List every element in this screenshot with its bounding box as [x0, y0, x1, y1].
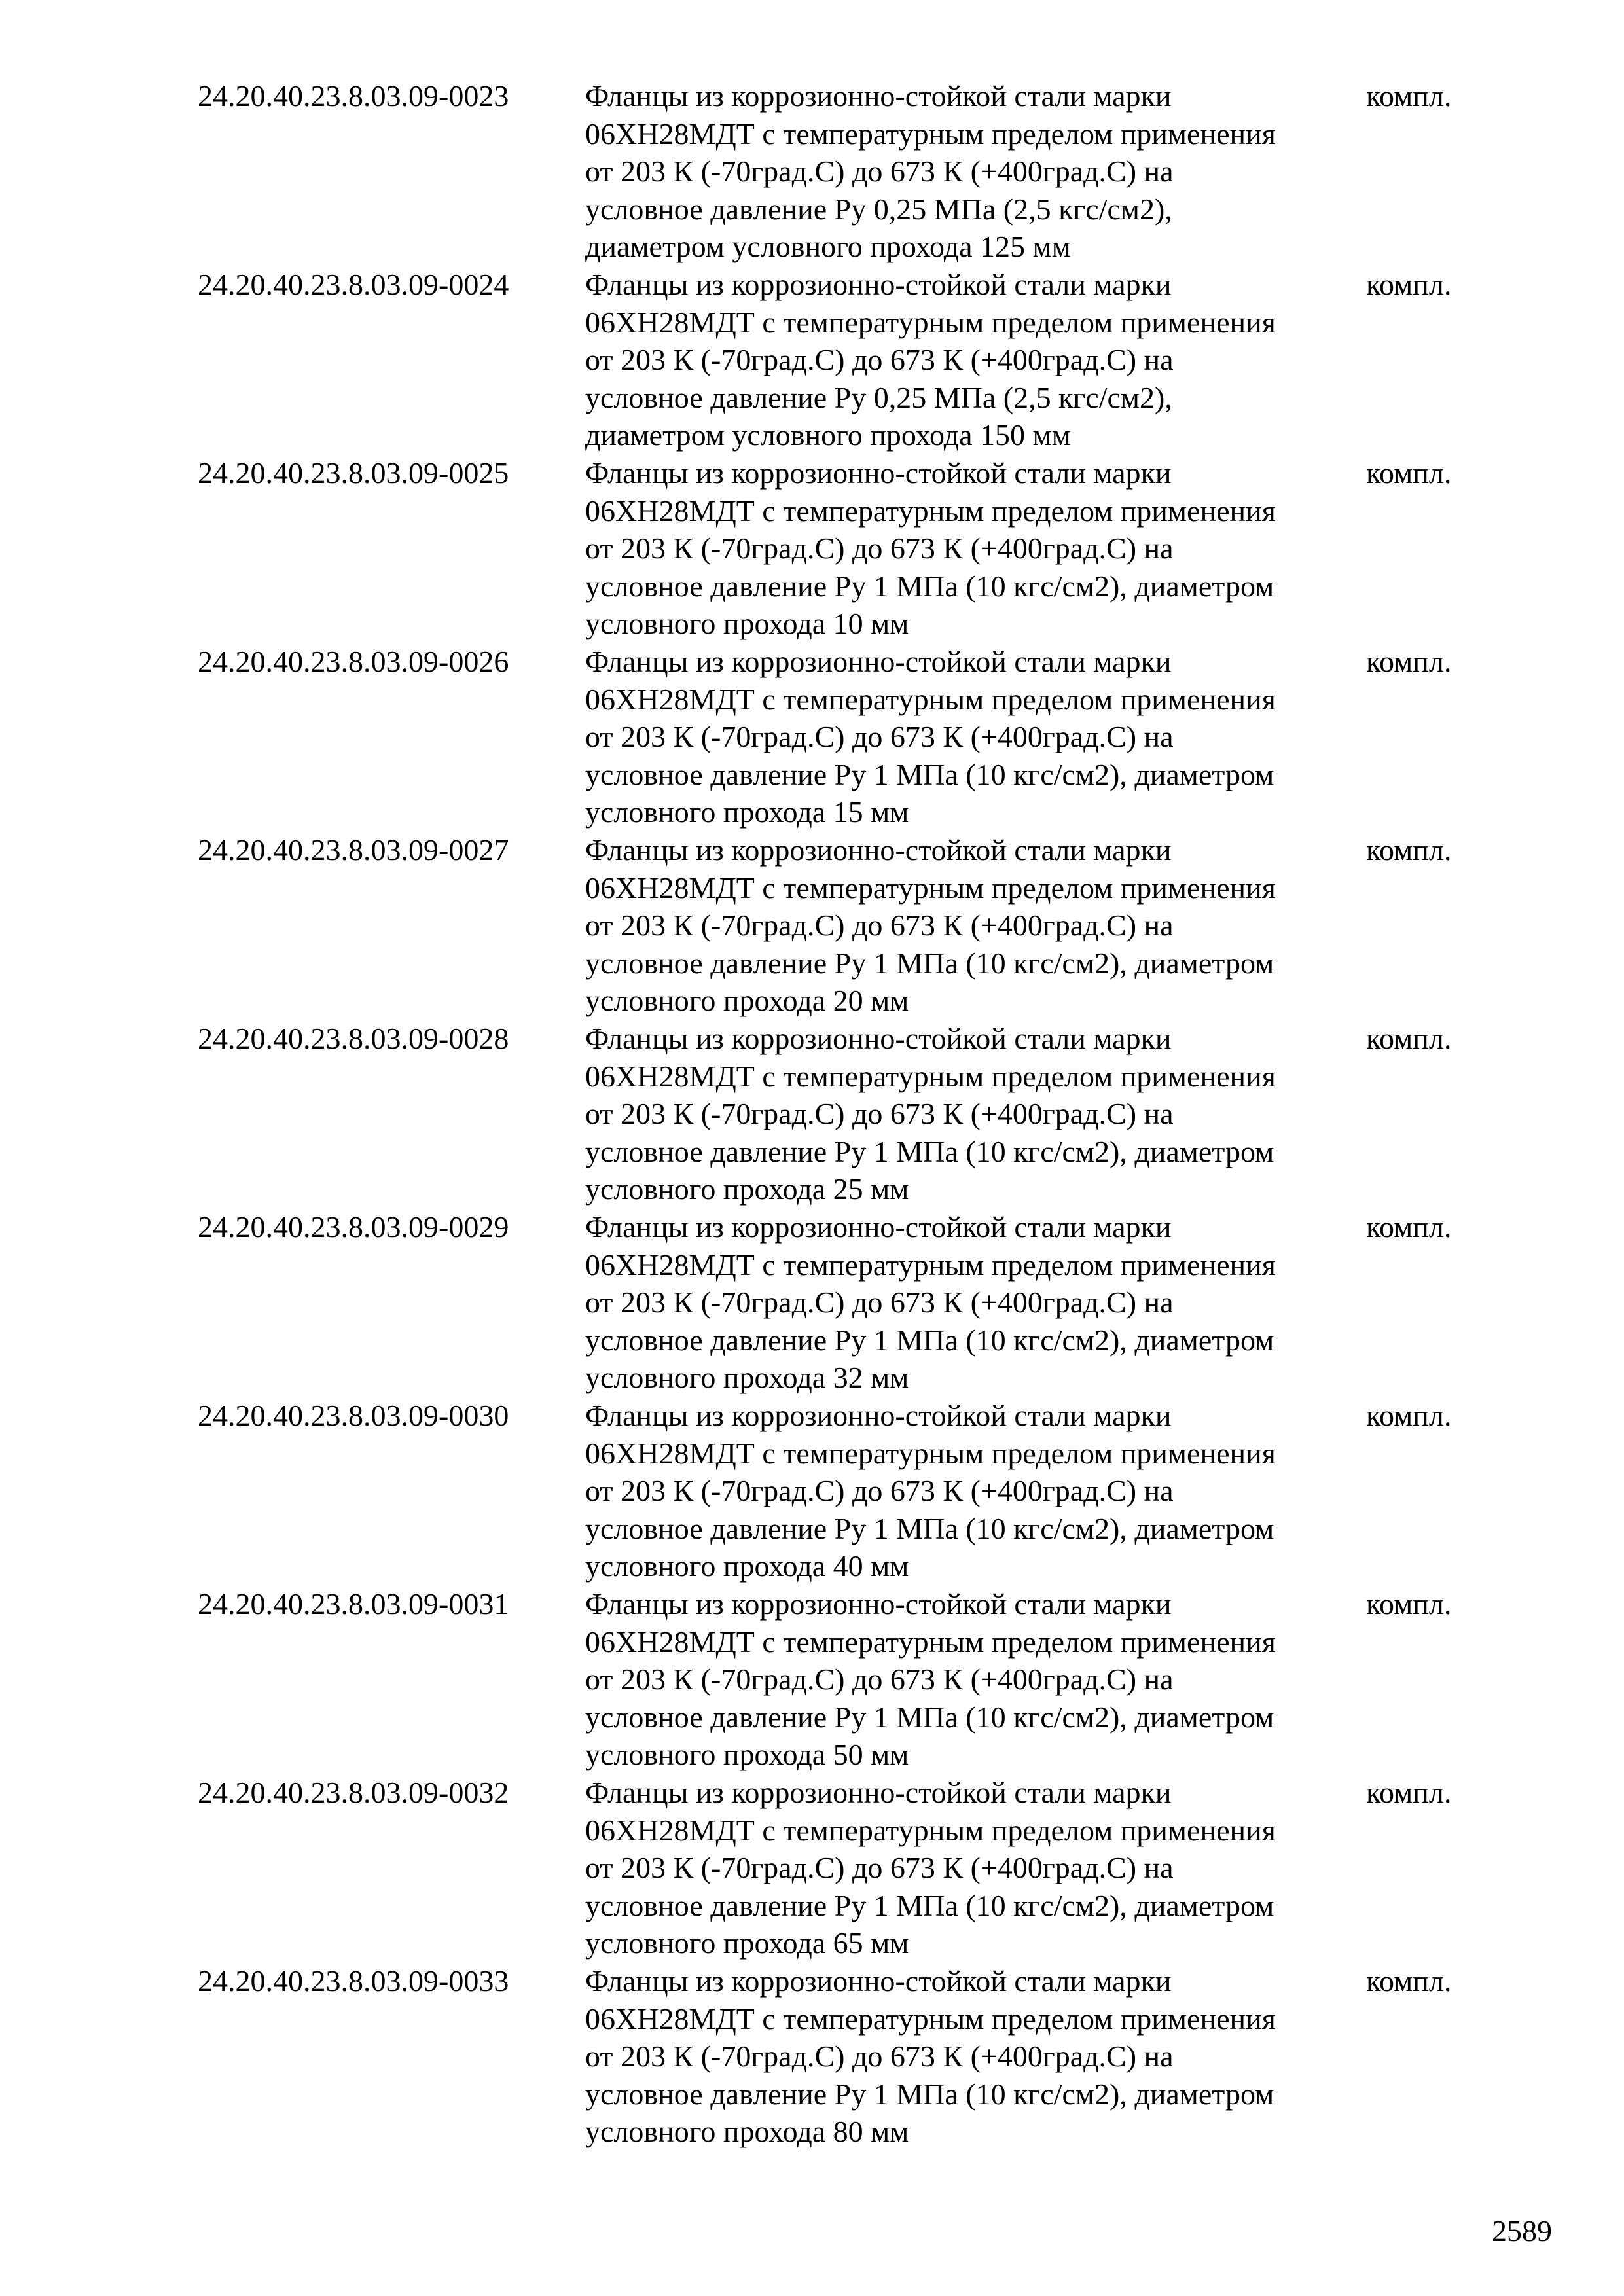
item-code: 24.20.40.23.8.03.09-0025 — [198, 456, 509, 490]
item-unit: компл. — [1366, 456, 1452, 490]
item-unit: компл. — [1366, 79, 1452, 113]
item-description: Фланцы из коррозионно-стойкой стали марки 06ХН28МДТ с температурным пределом применения от 203 К (-70град.С) до 673 К (+400град.С) на условное давление Ру 1 МПа (10 кгс/см2), диаметром условного прохода 40 мм — [585, 1399, 1276, 1583]
item-description: Фланцы из коррозионно-стойкой стали марки 06ХН28МДТ с температурным пределом применения от 203 К (-70град.С) до 673 К (+400град.С) на условное давление Ру 1 МПа (10 кгс/см2), диаметром условного прохода 10 мм — [585, 456, 1276, 641]
item-code: 24.20.40.23.8.03.09-0027 — [198, 833, 509, 867]
table-row — [198, 77, 1507, 266]
item-unit: компл. — [1366, 1399, 1452, 1432]
item-code: 24.20.40.23.8.03.09-0033 — [198, 1964, 509, 1998]
price-list-table — [198, 77, 1507, 2151]
item-unit: компл. — [1366, 645, 1452, 678]
item-description: Фланцы из коррозионно-стойкой стали марки 06ХН28МДТ с температурным пределом применения от 203 К (-70град.С) до 673 К (+400град.С) на условное давление Ру 1 МПа (10 кгс/см2), диаметром условного прохода 32 мм — [585, 1210, 1276, 1395]
page-number: 2589 — [1492, 2214, 1552, 2248]
item-unit: компл. — [1366, 1022, 1452, 1055]
item-unit: компл. — [1366, 833, 1452, 867]
item-unit: компл. — [1366, 268, 1452, 301]
table-row — [198, 1208, 1507, 1397]
item-unit: компл. — [1366, 1210, 1452, 1244]
table-row — [198, 1962, 1507, 2151]
item-code: 24.20.40.23.8.03.09-0030 — [198, 1399, 509, 1432]
table-row — [198, 1585, 1507, 1774]
item-description: Фланцы из коррозионно-стойкой стали марки 06ХН28МДТ с температурным пределом применения от 203 К (-70град.С) до 673 К (+400град.С) на условное давление Ру 1 МПа (10 кгс/см2), диаметром условного прохода 80 мм — [585, 1964, 1276, 2149]
item-description: Фланцы из коррозионно-стойкой стали марки 06ХН28МДТ с температурным пределом применения от 203 К (-70град.С) до 673 К (+400град.С) на условное давление Ру 1 МПа (10 кгс/см2), диаметром условного прохода 65 мм — [585, 1776, 1276, 1960]
table-row — [198, 1020, 1507, 1208]
item-unit: компл. — [1366, 1587, 1452, 1621]
item-code: 24.20.40.23.8.03.09-0032 — [198, 1776, 509, 1809]
item-description: Фланцы из коррозионно-стойкой стали марки 06ХН28МДТ с температурным пределом применения от 203 К (-70град.С) до 673 К (+400град.С) на условное давление Ру 0,25 МПа (2,5 кгс/см2), диаметром условного прохода 125 мм — [585, 79, 1276, 264]
item-description: Фланцы из коррозионно-стойкой стали марки 06ХН28МДТ с температурным пределом применения от 203 К (-70град.С) до 673 К (+400град.С) на условное давление Ру 1 МПа (10 кгс/см2), диаметром условного прохода 50 мм — [585, 1587, 1276, 1772]
table-row — [198, 643, 1507, 831]
item-code: 24.20.40.23.8.03.09-0024 — [198, 268, 509, 301]
table-row — [198, 266, 1507, 454]
item-description: Фланцы из коррозионно-стойкой стали марки 06ХН28МДТ с температурным пределом применения от 203 К (-70град.С) до 673 К (+400град.С) на условное давление Ру 0,25 МПа (2,5 кгс/см2), диаметром условного прохода 150 мм — [585, 268, 1276, 452]
table-row — [198, 454, 1507, 643]
item-code: 24.20.40.23.8.03.09-0026 — [198, 645, 509, 678]
item-unit: компл. — [1366, 1776, 1452, 1809]
item-unit: компл. — [1366, 1964, 1452, 1998]
item-description: Фланцы из коррозионно-стойкой стали марки 06ХН28МДТ с температурным пределом применения от 203 К (-70град.С) до 673 К (+400град.С) на условное давление Ру 1 МПа (10 кгс/см2), диаметром условного прохода 25 мм — [585, 1022, 1276, 1206]
item-code: 24.20.40.23.8.03.09-0029 — [198, 1210, 509, 1244]
item-description: Фланцы из коррозионно-стойкой стали марки 06ХН28МДТ с температурным пределом применения от 203 К (-70град.С) до 673 К (+400град.С) на условное давление Ру 1 МПа (10 кгс/см2), диаметром условного прохода 15 мм — [585, 645, 1276, 829]
item-code: 24.20.40.23.8.03.09-0031 — [198, 1587, 509, 1621]
item-code: 24.20.40.23.8.03.09-0023 — [198, 79, 509, 113]
table-row — [198, 831, 1507, 1020]
table-row — [198, 1397, 1507, 1585]
item-code: 24.20.40.23.8.03.09-0028 — [198, 1022, 509, 1055]
item-description: Фланцы из коррозионно-стойкой стали марки 06ХН28МДТ с температурным пределом применения от 203 К (-70град.С) до 673 К (+400град.С) на условное давление Ру 1 МПа (10 кгс/см2), диаметром условного прохода 20 мм — [585, 833, 1276, 1018]
table-row — [198, 1774, 1507, 1962]
